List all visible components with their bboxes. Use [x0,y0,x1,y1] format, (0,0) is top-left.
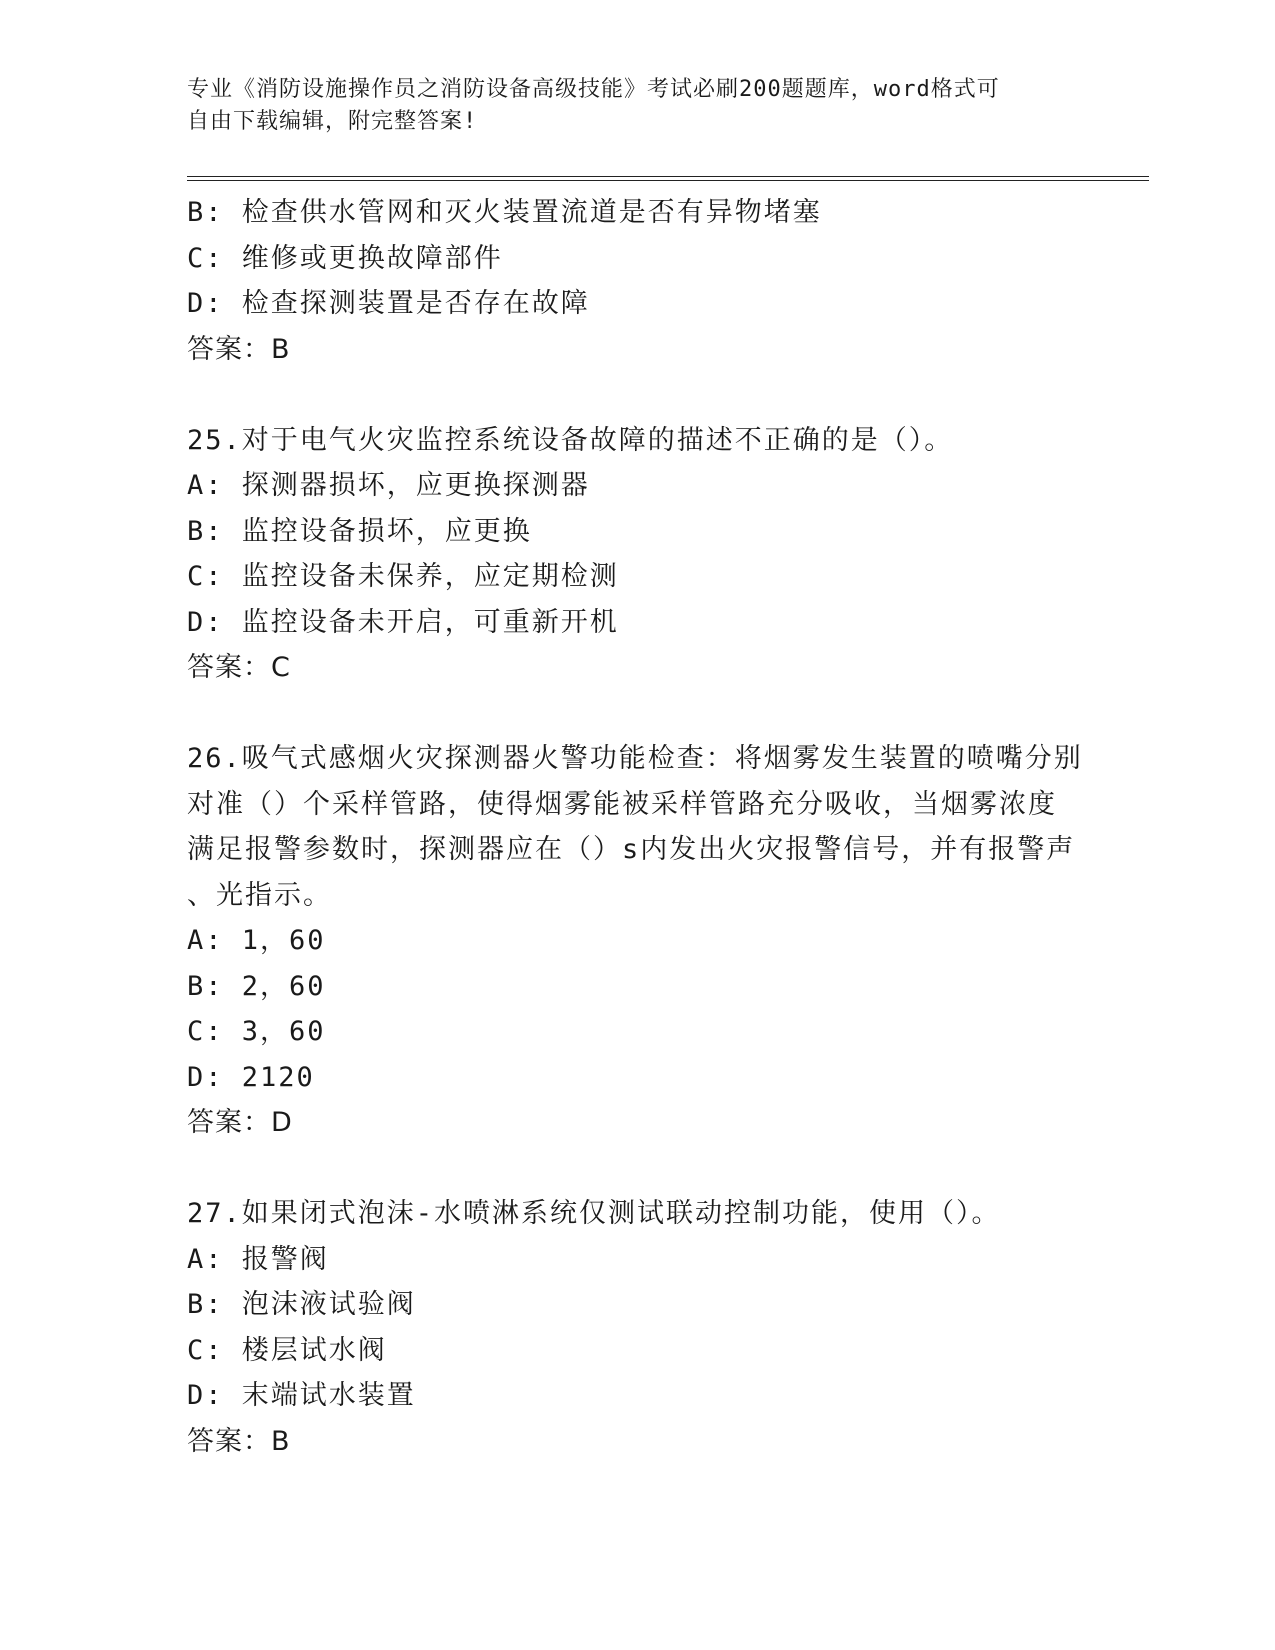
option-b: B: 监控设备损坏，应更换 [187,515,532,547]
question-24 [187,190,1087,372]
option-c: C: 监控设备未保养，应定期检测 [187,561,619,592]
question-stem-line-3: 满足报警参数时，探测器应在（）s内发出火灾报警信号，并有报警声 [187,834,1076,865]
option-d: D: 2120 [187,1061,315,1093]
question-stem: 27.如果闭式泡沫-水喷淋系统仅测试联动控制功能，使用（）。 [187,1198,1001,1229]
question-list [187,190,1087,1464]
question-25 [187,418,1087,691]
option-b: B: 2，60 [187,970,326,1002]
option-d: D: 监控设备未开启，可重新开机 [187,606,619,638]
question-26 [187,736,1087,1146]
answer: 答案：B [187,1425,291,1457]
answer: 答案：B [187,333,291,365]
header-divider [187,176,1149,181]
header-title-line-1: 专业《消防设施操作员之消防设备高级技能》考试必刷200题题库，word格式可 [187,77,1000,102]
option-b: B: 泡沫液试验阀 [187,1289,416,1320]
spacer [187,1146,1087,1192]
option-a: A: 报警阀 [187,1243,329,1275]
option-c: C: 3，60 [187,1016,326,1047]
option-b: B: 检查供水管网和灭火装置流道是否有异物堵塞 [187,197,822,228]
spacer [187,691,1087,737]
question-stem-line-4: 、光指示。 [187,879,332,911]
option-d: D: 检查探测装置是否存在故障 [187,288,590,319]
question-27 [187,1191,1087,1464]
header-title-line-2: 自由下载编辑，附完整答案! [187,109,478,134]
option-c: C: 维修或更换故障部件 [187,242,503,274]
answer: 答案：D [187,1107,293,1138]
option-a: A: 1，60 [187,925,326,956]
question-stem-line-2: 对准（）个采样管路，使得烟雾能被采样管路充分吸收，当烟雾浓度 [187,788,1057,820]
page-header [187,74,1087,138]
answer: 答案：C [187,652,291,683]
option-d: D: 末端试水装置 [187,1380,416,1411]
question-stem-line-1: 26.吸气式感烟火灾探测器火警功能检查：将烟雾发生装置的喷嘴分别 [187,743,1083,774]
spacer [187,372,1087,418]
option-c: C: 楼层试水阀 [187,1334,387,1366]
question-stem: 25.对于电气火灾监控系统设备故障的描述不正确的是（）。 [187,424,954,456]
option-a: A: 探测器损坏，应更换探测器 [187,470,590,501]
